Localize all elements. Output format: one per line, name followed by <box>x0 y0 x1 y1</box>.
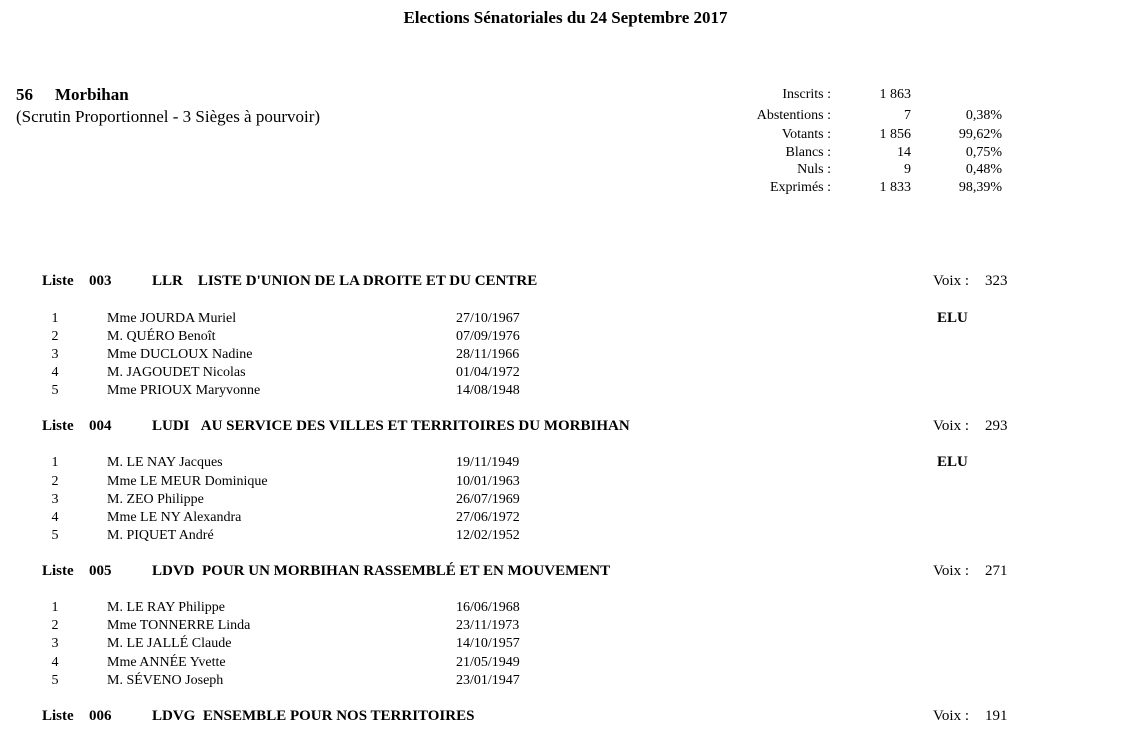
voix-label: Voix : <box>933 273 969 289</box>
candidate-rank: 3 <box>51 636 59 651</box>
list-nuance-and-name <box>152 563 610 580</box>
candidate-rank: 4 <box>51 510 59 525</box>
candidate-rank: 4 <box>51 365 59 380</box>
candidate-name: Mme LE MEUR Dominique <box>107 474 268 489</box>
list-nuance: LDVD <box>152 563 195 579</box>
candidate-birthdate: 10/01/1963 <box>456 474 520 489</box>
voix-value: 271 <box>985 563 1008 579</box>
list-nuance-and-name <box>152 273 537 290</box>
candidate-name: M. ZEO Philippe <box>107 492 204 507</box>
candidate-rank: 3 <box>51 347 59 362</box>
voix-value: 293 <box>985 418 1008 434</box>
list-nuance-and-name <box>152 708 474 725</box>
candidate-birthdate: 26/07/1969 <box>456 492 520 507</box>
stat-count-votants: 1 856 <box>879 127 911 142</box>
candidate-name: M. PIQUET André <box>107 528 214 543</box>
list-name: LISTE D'UNION DE LA DROITE ET DU CENTRE <box>197 273 538 289</box>
candidate-rank: 5 <box>51 383 59 398</box>
candidate-name: Mme PRIOUX Maryvonne <box>107 383 261 398</box>
page-title: Elections Sénatoriales du 24 Septembre 2017 <box>403 8 728 27</box>
candidate-name: Mme JOURDA Muriel <box>107 311 237 326</box>
candidate-birthdate: 27/06/1972 <box>456 510 520 525</box>
voix-label: Voix : <box>933 563 969 579</box>
stat-pct-blancs: 0,75% <box>965 145 1002 160</box>
stat-label-exprimes: Exprimés : <box>769 180 831 195</box>
candidate-rank: 1 <box>51 311 59 326</box>
candidate-rank: 2 <box>51 329 59 344</box>
stat-count-inscrits: 1 863 <box>879 87 911 102</box>
stat-pct-exprimes: 98,39% <box>958 180 1002 195</box>
candidate-name: Mme LE NY Alexandra <box>107 510 242 525</box>
elected-badge: ELU <box>937 310 968 326</box>
candidate-birthdate: 23/01/1947 <box>456 673 520 688</box>
list-nuance: LLR <box>152 273 183 289</box>
list-header-word: Liste <box>42 418 74 434</box>
voix-label: Voix : <box>933 418 969 434</box>
list-nuance: LUDI <box>152 418 190 434</box>
candidate-rank: 1 <box>51 600 59 615</box>
list-number: 005 <box>89 563 112 579</box>
list-nuance: LDVG <box>152 708 196 724</box>
stat-label-votants: Votants : <box>781 127 831 142</box>
voix-label: Voix : <box>933 708 969 724</box>
candidate-birthdate: 21/05/1949 <box>456 655 520 670</box>
voix-value: 191 <box>985 708 1008 724</box>
candidate-birthdate: 14/08/1948 <box>456 383 520 398</box>
stat-pct-votants: 99,62% <box>958 127 1002 142</box>
candidate-birthdate: 19/11/1949 <box>456 455 520 470</box>
candidate-name: M. SÉVENO Joseph <box>107 673 224 688</box>
candidate-rank: 3 <box>51 492 59 507</box>
candidate-rank: 5 <box>51 673 59 688</box>
list-header-word: Liste <box>42 708 74 724</box>
candidate-rank: 1 <box>51 455 59 470</box>
candidate-name: M. LE RAY Philippe <box>107 600 225 615</box>
stat-label-blancs: Blancs : <box>785 145 831 160</box>
list-number: 003 <box>89 273 112 289</box>
list-number: 004 <box>89 418 112 434</box>
candidate-birthdate: 12/02/1952 <box>456 528 520 543</box>
candidate-birthdate: 14/10/1957 <box>456 636 520 651</box>
candidate-birthdate: 28/11/1966 <box>456 347 520 362</box>
scrutin-description: (Scrutin Proportionnel - 3 Sièges à pourvoir) <box>16 107 321 126</box>
candidate-name: Mme DUCLOUX Nadine <box>107 347 253 362</box>
candidate-birthdate: 01/04/1972 <box>456 365 520 380</box>
candidate-birthdate: 23/11/1973 <box>456 618 520 633</box>
candidate-name: Mme TONNERRE Linda <box>107 618 251 633</box>
list-name: ENSEMBLE POUR NOS TERRITOIRES <box>202 708 475 724</box>
stat-count-exprimes: 1 833 <box>879 180 911 195</box>
list-header-word: Liste <box>42 563 74 579</box>
voix-value: 323 <box>985 273 1008 289</box>
department-name: Morbihan <box>55 85 129 104</box>
list-nuance-and-name <box>152 418 630 435</box>
candidate-rank: 4 <box>51 655 59 670</box>
stat-count-blancs: 14 <box>897 145 911 160</box>
candidate-birthdate: 07/09/1976 <box>456 329 520 344</box>
candidate-name: M. QUÉRO Benoît <box>107 329 216 344</box>
stat-label-nuls: Nuls : <box>797 162 831 177</box>
stat-pct-nuls: 0,48% <box>965 162 1002 177</box>
list-number: 006 <box>89 708 112 724</box>
department-number: 56 <box>16 85 33 104</box>
candidate-rank: 5 <box>51 528 59 543</box>
elected-badge: ELU <box>937 454 968 470</box>
candidate-name: M. LE NAY Jacques <box>107 455 223 470</box>
stat-label-inscrits: Inscrits : <box>782 87 831 102</box>
list-header-word: Liste <box>42 273 74 289</box>
candidate-rank: 2 <box>51 618 59 633</box>
candidate-name: M. JAGOUDET Nicolas <box>107 365 246 380</box>
list-name: AU SERVICE DES VILLES ET TERRITOIRES DU MORBIHAN <box>200 418 630 434</box>
candidate-name: Mme ANNÉE Yvette <box>107 655 226 670</box>
candidate-birthdate: 16/06/1968 <box>456 600 520 615</box>
stat-pct-abstentions: 0,38% <box>965 108 1002 123</box>
candidate-rank: 2 <box>51 474 59 489</box>
candidate-birthdate: 27/10/1967 <box>456 311 520 326</box>
stat-label-abstentions: Abstentions : <box>756 108 831 123</box>
candidate-name: M. LE JALLÉ Claude <box>107 636 232 651</box>
list-name: POUR UN MORBIHAN RASSEMBLÉ ET EN MOUVEMENT <box>202 563 611 579</box>
stat-count-abstentions: 7 <box>904 108 911 123</box>
stat-count-nuls: 9 <box>904 162 911 177</box>
